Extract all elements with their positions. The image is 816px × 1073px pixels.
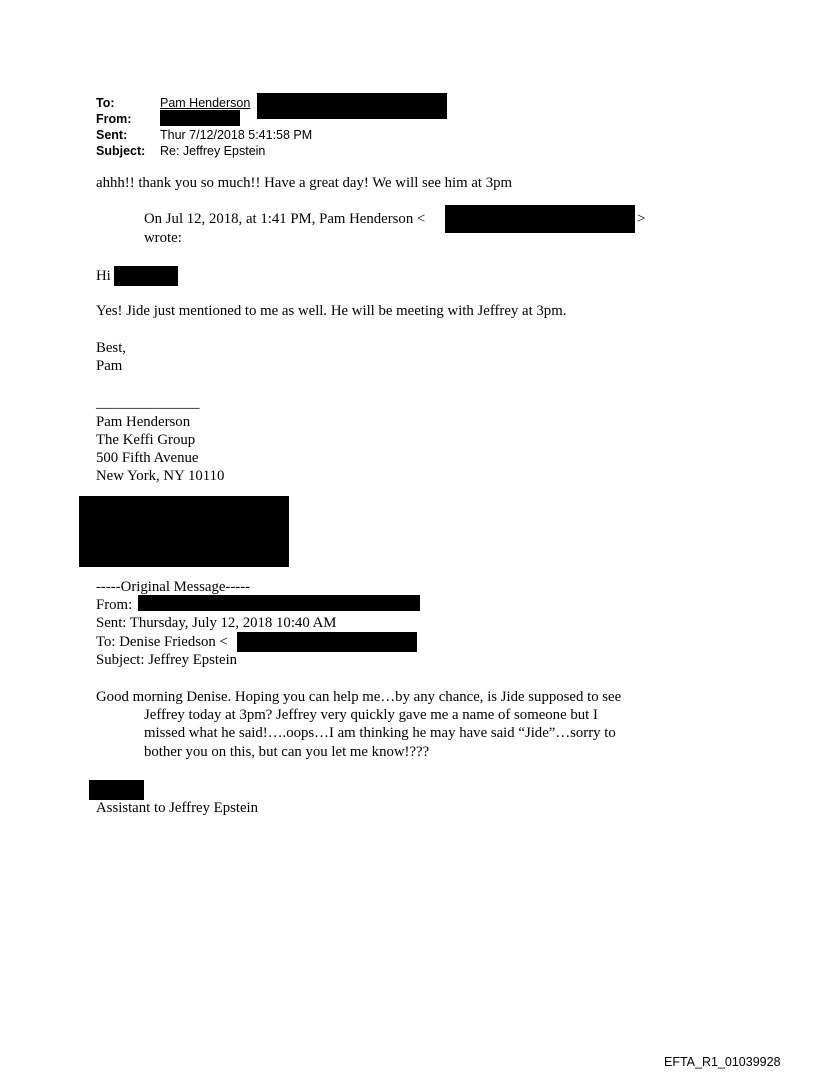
- quoted-greeting: Hi: [96, 268, 111, 284]
- redaction-greeting-name: [114, 266, 178, 286]
- redaction-original-to: [237, 632, 417, 652]
- quoted-intro-suffix: >: [637, 211, 646, 227]
- signature-address2: New York, NY 10110: [96, 468, 225, 484]
- reply-body: ahhh!! thank you so much!! Have a great day! We will see him at 3pm: [96, 175, 513, 191]
- from-label: From:: [96, 112, 132, 126]
- redaction-from: [160, 110, 240, 126]
- original-body-line-1: Good morning Denise. Hoping you can help me…by any chance, is Jide supposed to see: [96, 689, 622, 705]
- original-to: To: Denise Friedson <: [96, 634, 228, 650]
- quoted-closing-name: Pam: [96, 358, 123, 374]
- redaction-quoted-email: [445, 205, 635, 233]
- quoted-body: Yes! Jide just mentioned to me as well. He will be meeting with Jeffrey at 3pm.: [96, 303, 567, 319]
- redaction-sender-name: [89, 780, 144, 800]
- signature-rule: ______________: [96, 395, 200, 411]
- quoted-closing: Best,: [96, 340, 127, 356]
- sent-label: Sent:: [96, 128, 128, 142]
- to-value: Pam Henderson: [160, 96, 251, 110]
- signature-address1: 500 Fifth Avenue: [96, 450, 199, 466]
- signature-company: The Keffi Group: [96, 432, 196, 448]
- quoted-intro-line1: On Jul 12, 2018, at 1:41 PM, Pam Henderson <: [144, 211, 426, 227]
- original-sig-title: Assistant to Jeffrey Epstein: [96, 800, 259, 816]
- original-from-label: From:: [96, 597, 133, 613]
- original-body-line-2: Jeffrey today at 3pm? Jeffrey very quickly gave me a name of someone but I: [144, 707, 598, 723]
- signature-name: Pam Henderson: [96, 414, 191, 430]
- original-subject: Subject: Jeffrey Epstein: [96, 652, 238, 668]
- to-label: To:: [96, 96, 115, 110]
- quoted-intro-line2: wrote:: [144, 230, 182, 246]
- subject-label: Subject:: [96, 144, 146, 158]
- original-sent: Sent: Thursday, July 12, 2018 10:40 AM: [96, 615, 337, 631]
- redaction-signature-block: [79, 496, 289, 567]
- original-body-line-3: missed what he said!….oops…I am thinking he may have said “Jide”…sorry to: [144, 725, 616, 741]
- sent-value: Thur 7/12/2018 5:41:58 PM: [160, 128, 313, 142]
- original-separator: -----Original Message-----: [96, 579, 251, 595]
- redaction-original-from: [138, 595, 420, 611]
- redaction-to-email: [257, 93, 447, 119]
- document-id: EFTA_R1_01039928: [664, 1055, 781, 1069]
- original-body-line-4: bother you on this, but can you let me know!???: [144, 744, 430, 760]
- subject-value: Re: Jeffrey Epstein: [160, 144, 266, 158]
